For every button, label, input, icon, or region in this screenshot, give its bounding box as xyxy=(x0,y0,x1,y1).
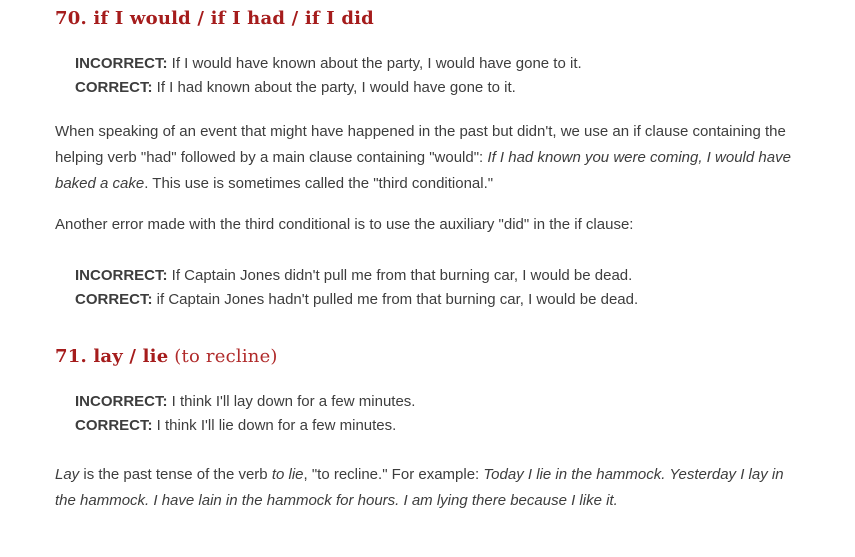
example-text: If I would have known about the party, I would have gone to it. xyxy=(167,55,582,72)
correct-label: CORRECT: xyxy=(75,417,153,434)
example-text: If Captain Jones didn't pull me from that burning car, I would be dead. xyxy=(167,267,633,284)
correct-label: CORRECT: xyxy=(75,291,153,308)
section-71 xyxy=(55,346,805,514)
section-70-heading-text: 70. if I would / if I had / if I did xyxy=(55,8,374,29)
example-text: I think I'll lie down for a few minutes. xyxy=(152,417,397,434)
example-text: if Captain Jones hadn't pulled me from that burning car, I would be dead. xyxy=(152,291,639,308)
example-line-correct xyxy=(75,414,805,438)
example-text: I think I'll lay down for a few minutes. xyxy=(167,393,416,410)
section-70-heading xyxy=(55,8,805,30)
incorrect-label: INCORRECT: xyxy=(75,393,168,410)
example-block-party xyxy=(75,52,805,100)
correct-label: CORRECT: xyxy=(75,79,153,96)
section-71-heading xyxy=(55,346,805,368)
example-line-correct xyxy=(75,288,805,312)
section-71-heading-text: 71. lay / lie xyxy=(55,346,169,367)
section-71-heading-suffix: (to recline) xyxy=(168,346,278,367)
example-line-incorrect xyxy=(75,264,805,288)
incorrect-label: INCORRECT: xyxy=(75,55,168,72)
example-block-minutes xyxy=(75,390,805,438)
example-line-incorrect xyxy=(75,390,805,414)
incorrect-label: INCORRECT: xyxy=(75,267,168,284)
example-line-incorrect xyxy=(75,52,805,76)
paragraph-third-conditional: When speaking of an event that might have happened in the past but didn't, we use an if clause containing the helping verb "had" followed by a main clause containing "would": If I had known you were coming, I would have baked a cake. This use is sometimes called the "third conditional." xyxy=(55,123,791,192)
section-70 xyxy=(55,8,805,312)
example-block-captain xyxy=(75,264,805,312)
paragraph-another-error: Another error made with the third conditional is to use the auxiliary "did" in the if clause: xyxy=(55,216,634,233)
paragraph-lay-lie: Lay is the past tense of the verb to lie, "to recline." For example: Today I lie in the hammock. Yesterday I lay in the hammock. I have lain in the hammock for hours. I am lying there because I like it. xyxy=(55,466,784,509)
example-line-correct xyxy=(75,76,805,100)
example-text: If I had known about the party, I would have gone to it. xyxy=(152,79,516,96)
